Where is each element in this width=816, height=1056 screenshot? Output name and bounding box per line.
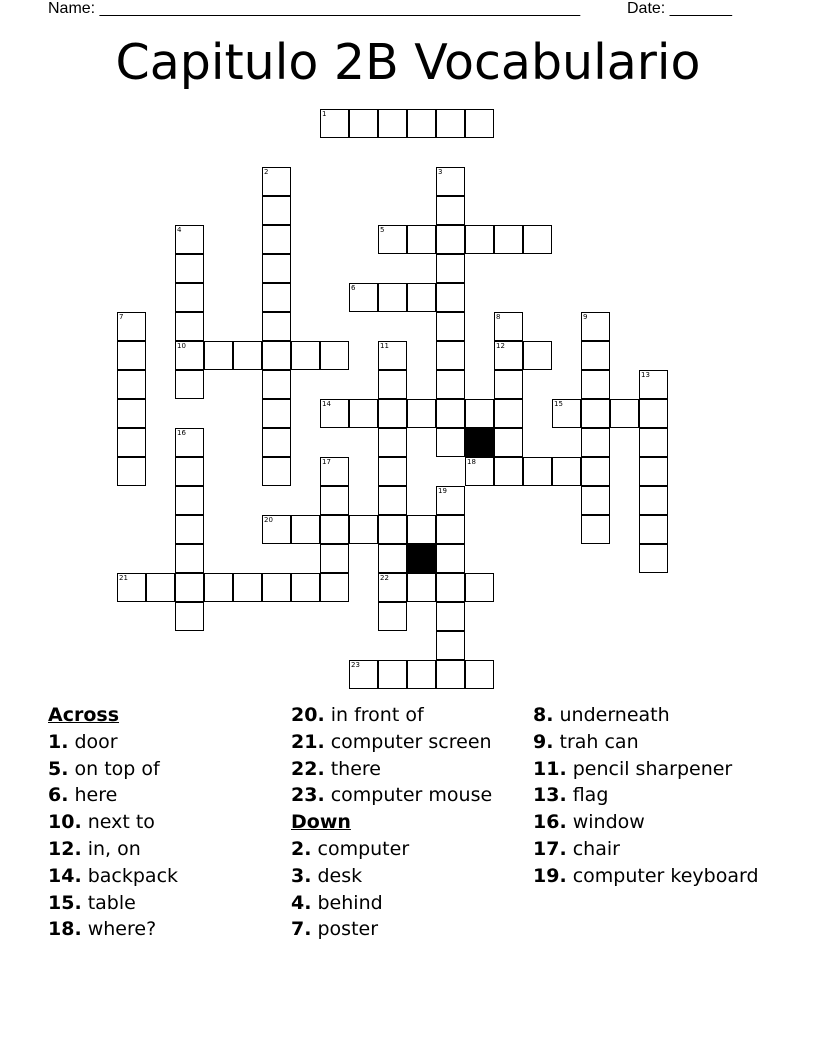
- answer-cell[interactable]: [581, 457, 610, 486]
- clue-down-3: 3. desk: [291, 864, 363, 887]
- clue-number: 6: [351, 284, 356, 292]
- answer-cell[interactable]: [407, 283, 436, 312]
- answer-cell[interactable]: [436, 167, 465, 196]
- answer-cell[interactable]: [320, 544, 349, 573]
- black-square: [465, 428, 494, 457]
- answer-cell[interactable]: [117, 573, 146, 602]
- clue-across-12: 12. in, on: [48, 837, 141, 860]
- answer-cell[interactable]: [291, 573, 320, 602]
- answer-cell[interactable]: [494, 370, 523, 399]
- answer-cell[interactable]: [175, 341, 204, 370]
- answer-cell[interactable]: [610, 399, 639, 428]
- answer-cell[interactable]: [291, 341, 320, 370]
- answer-cell[interactable]: [262, 225, 291, 254]
- answer-cell[interactable]: [291, 515, 320, 544]
- answer-cell[interactable]: [407, 225, 436, 254]
- answer-cell[interactable]: [320, 109, 349, 138]
- answer-cell[interactable]: [117, 428, 146, 457]
- answer-cell[interactable]: [262, 196, 291, 225]
- answer-cell[interactable]: [175, 515, 204, 544]
- clue-column-3: [533, 702, 773, 887]
- answer-cell[interactable]: [262, 399, 291, 428]
- answer-cell[interactable]: [523, 225, 552, 254]
- answer-cell[interactable]: [378, 283, 407, 312]
- answer-cell[interactable]: [407, 573, 436, 602]
- answer-cell[interactable]: [175, 602, 204, 631]
- answer-cell[interactable]: [175, 370, 204, 399]
- answer-cell[interactable]: [581, 428, 610, 457]
- answer-cell[interactable]: [581, 399, 610, 428]
- answer-cell[interactable]: [175, 573, 204, 602]
- clue-down-4: 4. behind: [291, 891, 383, 914]
- answer-cell[interactable]: [581, 312, 610, 341]
- answer-cell[interactable]: [407, 660, 436, 689]
- answer-cell[interactable]: [378, 225, 407, 254]
- answer-cell[interactable]: [117, 370, 146, 399]
- answer-cell[interactable]: [436, 283, 465, 312]
- answer-cell[interactable]: [639, 428, 668, 457]
- clue-across-5: 5. on top of: [48, 757, 160, 780]
- answer-cell[interactable]: [175, 254, 204, 283]
- answer-cell[interactable]: [436, 109, 465, 138]
- answer-cell[interactable]: [378, 457, 407, 486]
- down-heading: Down: [291, 811, 351, 834]
- answer-cell[interactable]: [436, 544, 465, 573]
- answer-cell[interactable]: [320, 486, 349, 515]
- clue-number: 2: [264, 168, 269, 176]
- answer-cell[interactable]: [465, 109, 494, 138]
- answer-cell[interactable]: [349, 660, 378, 689]
- clue-number: 5: [380, 226, 385, 234]
- clue-number: 22: [380, 574, 389, 582]
- answer-cell[interactable]: [175, 225, 204, 254]
- clue-across-23: 23. computer mouse: [291, 784, 493, 807]
- clue-number: 17: [322, 458, 331, 466]
- answer-cell[interactable]: [117, 399, 146, 428]
- answer-cell[interactable]: [233, 341, 262, 370]
- answer-cell[interactable]: [494, 399, 523, 428]
- answer-cell[interactable]: [436, 428, 465, 457]
- answer-cell[interactable]: [436, 573, 465, 602]
- answer-cell[interactable]: [320, 341, 349, 370]
- across-heading: Across: [48, 704, 120, 726]
- answer-cell[interactable]: [320, 515, 349, 544]
- answer-cell[interactable]: [494, 225, 523, 254]
- answer-cell[interactable]: [117, 457, 146, 486]
- answer-cell[interactable]: [262, 341, 291, 370]
- answer-cell[interactable]: [349, 283, 378, 312]
- clue-down-9: 9. trah can: [533, 730, 639, 753]
- date-blank[interactable]: _______: [669, 0, 732, 17]
- answer-cell[interactable]: [262, 312, 291, 341]
- clue-number: 10: [177, 342, 186, 350]
- answer-cell[interactable]: [175, 312, 204, 341]
- name-label: Name:: [48, 0, 100, 17]
- answer-cell[interactable]: [378, 399, 407, 428]
- answer-cell[interactable]: [262, 254, 291, 283]
- clue-number: 20: [264, 516, 273, 524]
- answer-cell[interactable]: [436, 341, 465, 370]
- answer-cell[interactable]: [465, 225, 494, 254]
- name-blank[interactable]: ______________________________________________________: [99, 0, 581, 17]
- clue-number: 14: [322, 400, 331, 408]
- answer-cell[interactable]: [581, 486, 610, 515]
- answer-cell[interactable]: [494, 428, 523, 457]
- clue-down-17: 17. chair: [533, 837, 620, 860]
- answer-cell[interactable]: [494, 312, 523, 341]
- clue-across-20: 20. in front of: [291, 704, 424, 726]
- answer-cell[interactable]: [581, 370, 610, 399]
- clue-number: 4: [177, 226, 182, 234]
- clue-across-21: 21. computer screen: [291, 730, 492, 753]
- answer-cell[interactable]: [378, 573, 407, 602]
- clue-down-8: 8. underneath: [533, 704, 670, 726]
- answer-cell[interactable]: [494, 457, 523, 486]
- clue-across-15: 15. table: [48, 891, 136, 914]
- answer-cell[interactable]: [349, 109, 378, 138]
- answer-cell[interactable]: [581, 515, 610, 544]
- clue-number: 15: [554, 400, 563, 408]
- answer-cell[interactable]: [639, 486, 668, 515]
- clue-number: 8: [496, 313, 501, 321]
- answer-cell[interactable]: [378, 544, 407, 573]
- answer-cell[interactable]: [465, 457, 494, 486]
- clue-number: 23: [351, 661, 360, 669]
- date-label: Date:: [627, 0, 670, 17]
- answer-cell[interactable]: [523, 341, 552, 370]
- clue-down-11: 11. pencil sharpener: [533, 757, 733, 780]
- answer-cell[interactable]: [639, 457, 668, 486]
- answer-cell[interactable]: [465, 660, 494, 689]
- answer-cell[interactable]: [378, 341, 407, 370]
- answer-cell[interactable]: [320, 399, 349, 428]
- answer-cell[interactable]: [262, 167, 291, 196]
- answer-cell[interactable]: [436, 660, 465, 689]
- answer-cell[interactable]: [465, 399, 494, 428]
- answer-cell[interactable]: [552, 399, 581, 428]
- answer-cell[interactable]: [494, 341, 523, 370]
- clue-number: 1: [322, 110, 327, 118]
- clue-column-1: [48, 702, 278, 943]
- clue-number: 7: [119, 313, 124, 321]
- answer-cell[interactable]: [378, 109, 407, 138]
- clue-across-18: 18. where?: [48, 918, 157, 941]
- answer-cell[interactable]: [175, 457, 204, 486]
- clue-across-1: 1. door: [48, 730, 118, 753]
- clue-down-19: 19. computer keyboard: [533, 864, 759, 887]
- answer-cell[interactable]: [204, 573, 233, 602]
- clue-number: 9: [583, 313, 588, 321]
- answer-cell[interactable]: [175, 544, 204, 573]
- clue-number: 12: [496, 342, 505, 350]
- answer-cell[interactable]: [523, 457, 552, 486]
- answer-cell[interactable]: [639, 370, 668, 399]
- answer-cell[interactable]: [175, 486, 204, 515]
- answer-cell[interactable]: [407, 515, 436, 544]
- black-square: [407, 544, 436, 573]
- answer-cell[interactable]: [378, 486, 407, 515]
- answer-cell[interactable]: [146, 573, 175, 602]
- clue-number: 19: [438, 487, 447, 495]
- answer-cell[interactable]: [581, 341, 610, 370]
- answer-cell[interactable]: [262, 573, 291, 602]
- answer-cell[interactable]: [639, 515, 668, 544]
- answer-cell[interactable]: [262, 428, 291, 457]
- answer-cell[interactable]: [436, 602, 465, 631]
- clue-number: 16: [177, 429, 186, 437]
- answer-cell[interactable]: [233, 573, 262, 602]
- clue-number: 11: [380, 342, 389, 350]
- clue-down-7: 7. poster: [291, 918, 379, 941]
- clue-number: 3: [438, 168, 443, 176]
- answer-cell[interactable]: [436, 370, 465, 399]
- answer-cell[interactable]: [436, 312, 465, 341]
- clue-across-10: 10. next to: [48, 811, 155, 834]
- answer-cell[interactable]: [262, 515, 291, 544]
- answer-cell[interactable]: [349, 515, 378, 544]
- answer-cell[interactable]: [436, 631, 465, 660]
- clue-number: 21: [119, 574, 128, 582]
- answer-cell[interactable]: [378, 370, 407, 399]
- answer-cell[interactable]: [436, 399, 465, 428]
- answer-cell[interactable]: [465, 573, 494, 602]
- clue-column-2: [291, 702, 526, 943]
- clue-across-6: 6. here: [48, 784, 118, 807]
- answer-cell[interactable]: [349, 399, 378, 428]
- clue-across-22: 22. there: [291, 757, 381, 780]
- answer-cell[interactable]: [320, 457, 349, 486]
- clue-number: 13: [641, 371, 650, 379]
- answer-cell[interactable]: [436, 254, 465, 283]
- answer-cell[interactable]: [378, 602, 407, 631]
- answer-cell[interactable]: [378, 660, 407, 689]
- answer-cell[interactable]: [436, 196, 465, 225]
- answer-cell[interactable]: [407, 109, 436, 138]
- page-title: Capitulo 2B Vocabulario: [115, 34, 701, 91]
- answer-cell[interactable]: [320, 573, 349, 602]
- answer-cell[interactable]: [175, 283, 204, 312]
- clue-down-2: 2. computer: [291, 837, 410, 860]
- answer-cell[interactable]: [407, 399, 436, 428]
- answer-cell[interactable]: [436, 515, 465, 544]
- answer-cell[interactable]: [175, 428, 204, 457]
- answer-cell[interactable]: [262, 370, 291, 399]
- answer-cell[interactable]: [378, 515, 407, 544]
- answer-cell[interactable]: [639, 544, 668, 573]
- answer-cell[interactable]: [117, 312, 146, 341]
- answer-cell[interactable]: [639, 399, 668, 428]
- answer-cell[interactable]: [378, 428, 407, 457]
- answer-cell[interactable]: [436, 225, 465, 254]
- answer-cell[interactable]: [117, 341, 146, 370]
- answer-cell[interactable]: [262, 457, 291, 486]
- answer-cell[interactable]: [204, 341, 233, 370]
- answer-cell[interactable]: [262, 283, 291, 312]
- answer-cell[interactable]: [552, 457, 581, 486]
- clue-number: 18: [467, 458, 476, 466]
- answer-cell[interactable]: [436, 486, 465, 515]
- clue-down-16: 16. window: [533, 811, 645, 834]
- clue-across-14: 14. backpack: [48, 864, 179, 887]
- clue-down-13: 13. flag: [533, 784, 609, 807]
